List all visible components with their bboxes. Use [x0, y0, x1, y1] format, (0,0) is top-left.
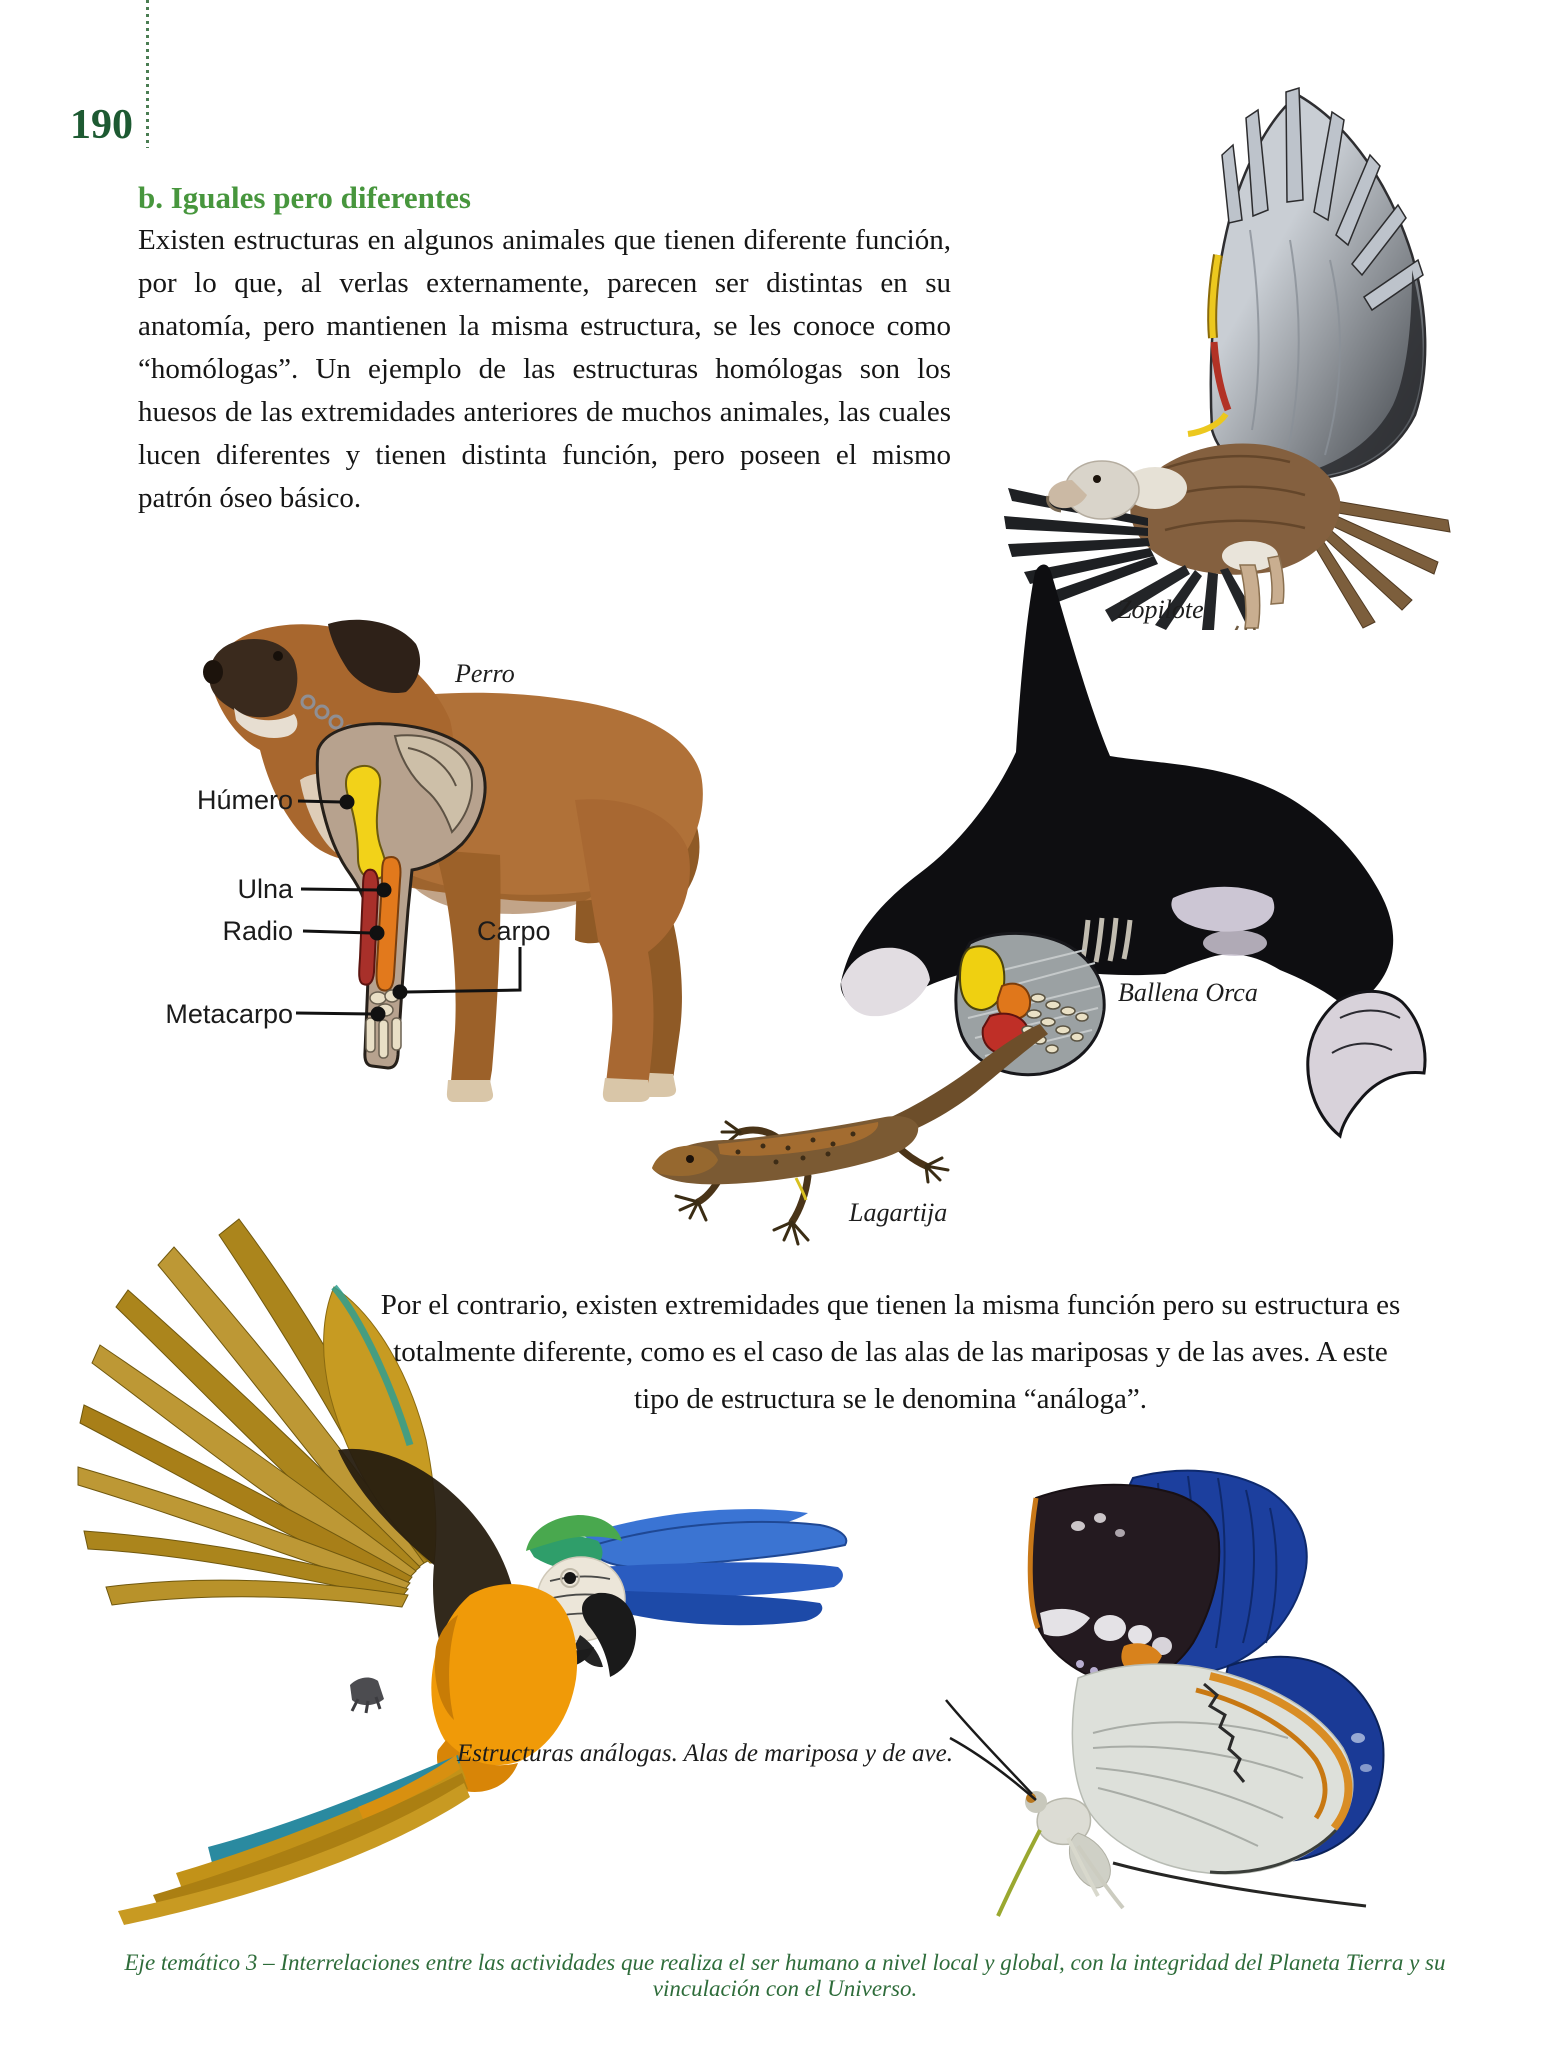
lizard-label: Lagartija — [849, 1198, 948, 1227]
dog-label: Perro — [455, 659, 515, 688]
butterfly-illustration — [928, 1438, 1453, 1963]
bone-label-radius: Radio — [222, 916, 293, 946]
bone-label-carpus: Carpo — [477, 916, 551, 946]
bone-label-ulna: Ulna — [237, 874, 293, 904]
figure-caption: Estructuras análogas. Alas de mariposa y de ave. — [456, 1740, 954, 1767]
page-number: 190 — [70, 102, 133, 148]
bone-label-metacarpus: Metacarpo — [165, 999, 293, 1029]
page-footer: Eje temático 3 – Interrelaciones entre las actividades que realiza el ser humano a nivel local y global, con la integridad del Planeta Tierra y su vinculación con el Universo. — [124, 1950, 1446, 2001]
paragraph-analogous: Por el contrario, existen extremidades que tienen la misma función pero su estructura es totalmente diferente, como es el caso de las alas de las mariposas y de las aves. A este tipo de estructura se le denomina “análoga”. — [380, 1289, 1401, 1415]
paragraph-homologous: Existen estructuras en algunos animales que tienen diferente función, por lo que, al verlas externamente, parecen ser distintas en su anatomía, pero mantienen la misma estructura, se les conoce como “homólogas”. Un ejemplo de las estructuras homólogas son los huesos de las extremidades anteriores de muchos animales, las cuales lucen diferentes y tienen distinta función, pero poseen el mismo patrón óseo básico. — [138, 219, 1116, 520]
vulture-label: Zopilote — [1117, 595, 1204, 624]
section-heading: b. Iguales pero diferentes — [138, 180, 471, 215]
image-wrap-spacer — [951, 345, 1116, 487]
margin-dotted-rule — [146, 0, 149, 148]
bone-label-humerus: Húmero — [196, 785, 293, 815]
orca-label: Ballena Orca — [1118, 978, 1258, 1007]
